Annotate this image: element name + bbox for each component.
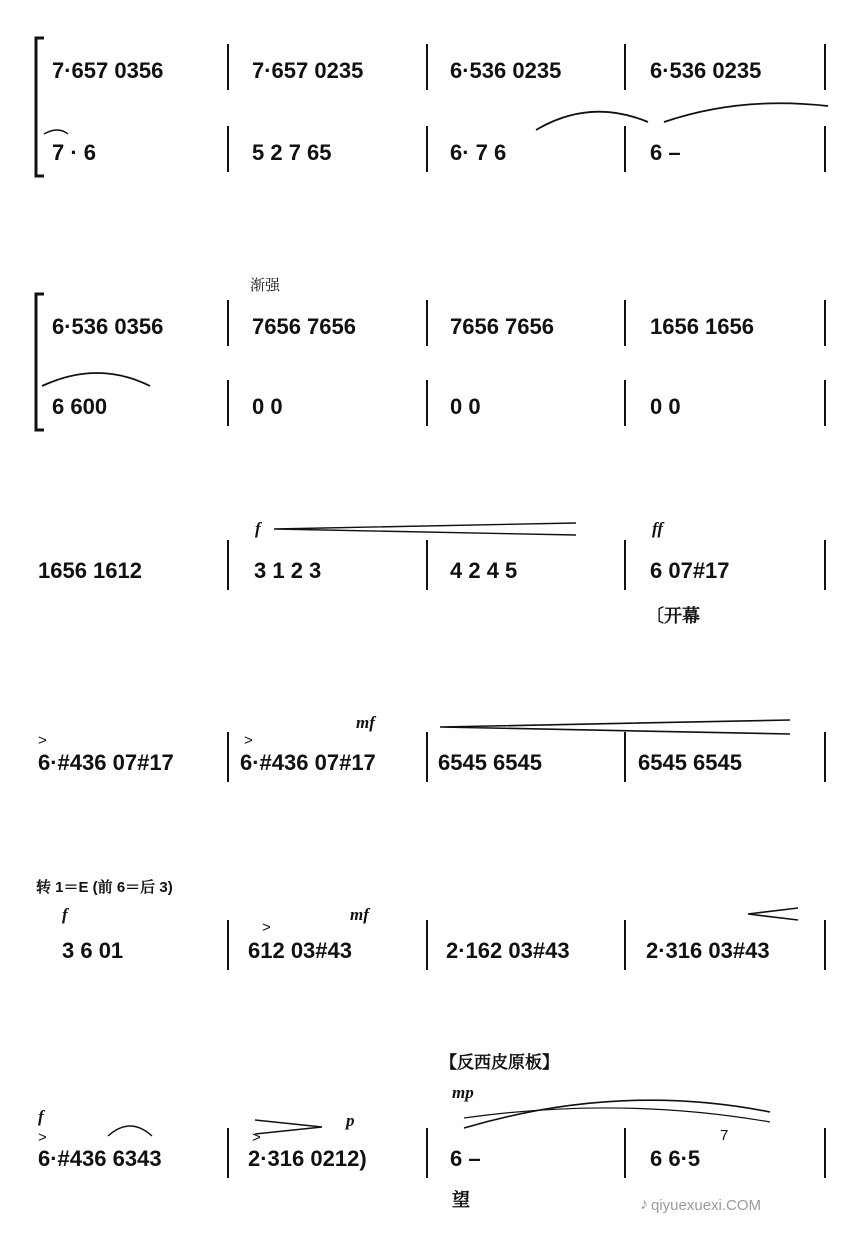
dynamic-f: f <box>255 519 261 538</box>
crescendo-hairpin <box>274 523 576 535</box>
measure-notes: 6·536 0235 <box>450 58 562 83</box>
watermark-note-icon: ♪ <box>640 1196 648 1213</box>
measure-notes: 6545 6545 <box>438 750 542 775</box>
lyric-text: 望 <box>452 1190 470 1210</box>
measure-notes: 7·657 0235 <box>252 58 364 83</box>
key-change-text: 转 1＝E (前 6＝后 3) <box>36 879 173 896</box>
score-row-4 <box>38 713 825 782</box>
dynamic-ff: ff <box>652 519 664 538</box>
accent-mark: > <box>38 732 47 749</box>
score-row-1 <box>36 38 825 176</box>
measure-notes: 2·162 03#43 <box>446 938 570 963</box>
dynamic-p: p <box>346 1111 355 1130</box>
measure-notes: 0 0 <box>252 394 283 419</box>
stage-direction-text: 〔开幕 <box>646 606 700 626</box>
measure-notes: 1656 1656 <box>650 314 754 339</box>
grace-note: 7 <box>720 1127 729 1144</box>
measure-notes: 6·536 0235 <box>650 58 762 83</box>
watermark-text: qiyuexuexi.COM <box>651 1196 762 1214</box>
score-row-2 <box>36 277 825 430</box>
section-title: 【反西皮原板】 <box>440 1053 559 1072</box>
measure-notes: 6 600 <box>52 394 108 419</box>
slur <box>536 112 648 130</box>
dynamic-f: f <box>38 1107 44 1126</box>
measure-notes: 7 · 6 <box>52 140 97 165</box>
measure-notes: 0 0 <box>450 394 481 419</box>
score-marks <box>42 103 828 386</box>
measure-notes: 6· 7 6 <box>450 140 507 165</box>
diminuendo-hairpin <box>255 1120 322 1134</box>
accent-mark: > <box>262 919 271 936</box>
measure-notes: 0 0 <box>650 394 681 419</box>
measure-notes: 3 6 01 <box>62 938 124 963</box>
score-row-6 <box>38 1052 825 1210</box>
slur <box>664 103 828 122</box>
system-bracket <box>36 294 44 430</box>
measure-notes: 2·316 0212) <box>248 1146 367 1171</box>
measure-notes: 7656 7656 <box>252 314 356 339</box>
measure-notes: 2·316 03#43 <box>646 938 770 963</box>
crescendo-hairpin <box>440 720 790 734</box>
measure-notes: 6545 6545 <box>638 750 742 775</box>
measure-notes: 1656 1612 <box>38 558 142 583</box>
dynamic-mf: mf <box>350 905 369 924</box>
measure-notes: 612 03#43 <box>248 938 352 963</box>
measure-notes: 5 2 7 65 <box>252 140 332 165</box>
measure-notes: 6·#436 07#17 <box>38 750 174 775</box>
slur <box>42 373 150 386</box>
dynamic-mp: mp <box>452 1083 474 1102</box>
slur <box>464 1100 770 1128</box>
measure-notes: 7·657 0356 <box>52 58 164 83</box>
measure-notes: 3 1 2 3 <box>254 558 322 583</box>
accent-mark: > <box>252 1129 261 1146</box>
measure-notes: 6 – <box>650 140 681 165</box>
measure-notes: 6·#436 6343 <box>38 1146 162 1171</box>
measure-notes: 6 – <box>450 1146 481 1171</box>
measure-notes: 6 07#17 <box>650 558 730 583</box>
crescendo-hairpin <box>748 908 798 920</box>
expression-crescendo-text: 渐强 <box>250 277 281 294</box>
slur <box>44 130 68 134</box>
slur <box>108 1126 152 1136</box>
measure-notes: 6·536 0356 <box>52 314 164 339</box>
score-row-3 <box>38 519 825 626</box>
measure-notes: 6 6·5 <box>650 1146 701 1171</box>
system-bracket <box>36 38 44 176</box>
measure-notes: 4 2 4 5 <box>450 558 518 583</box>
measure-notes: 7656 7656 <box>450 314 554 339</box>
score-row-5 <box>36 878 825 970</box>
slur <box>464 1108 770 1122</box>
watermark <box>640 1196 761 1214</box>
dynamic-mf: mf <box>356 713 375 732</box>
dynamic-f: f <box>62 905 68 924</box>
accent-mark: > <box>38 1129 47 1146</box>
measure-notes: 6·#436 07#17 <box>240 750 376 775</box>
accent-mark: > <box>244 732 253 749</box>
